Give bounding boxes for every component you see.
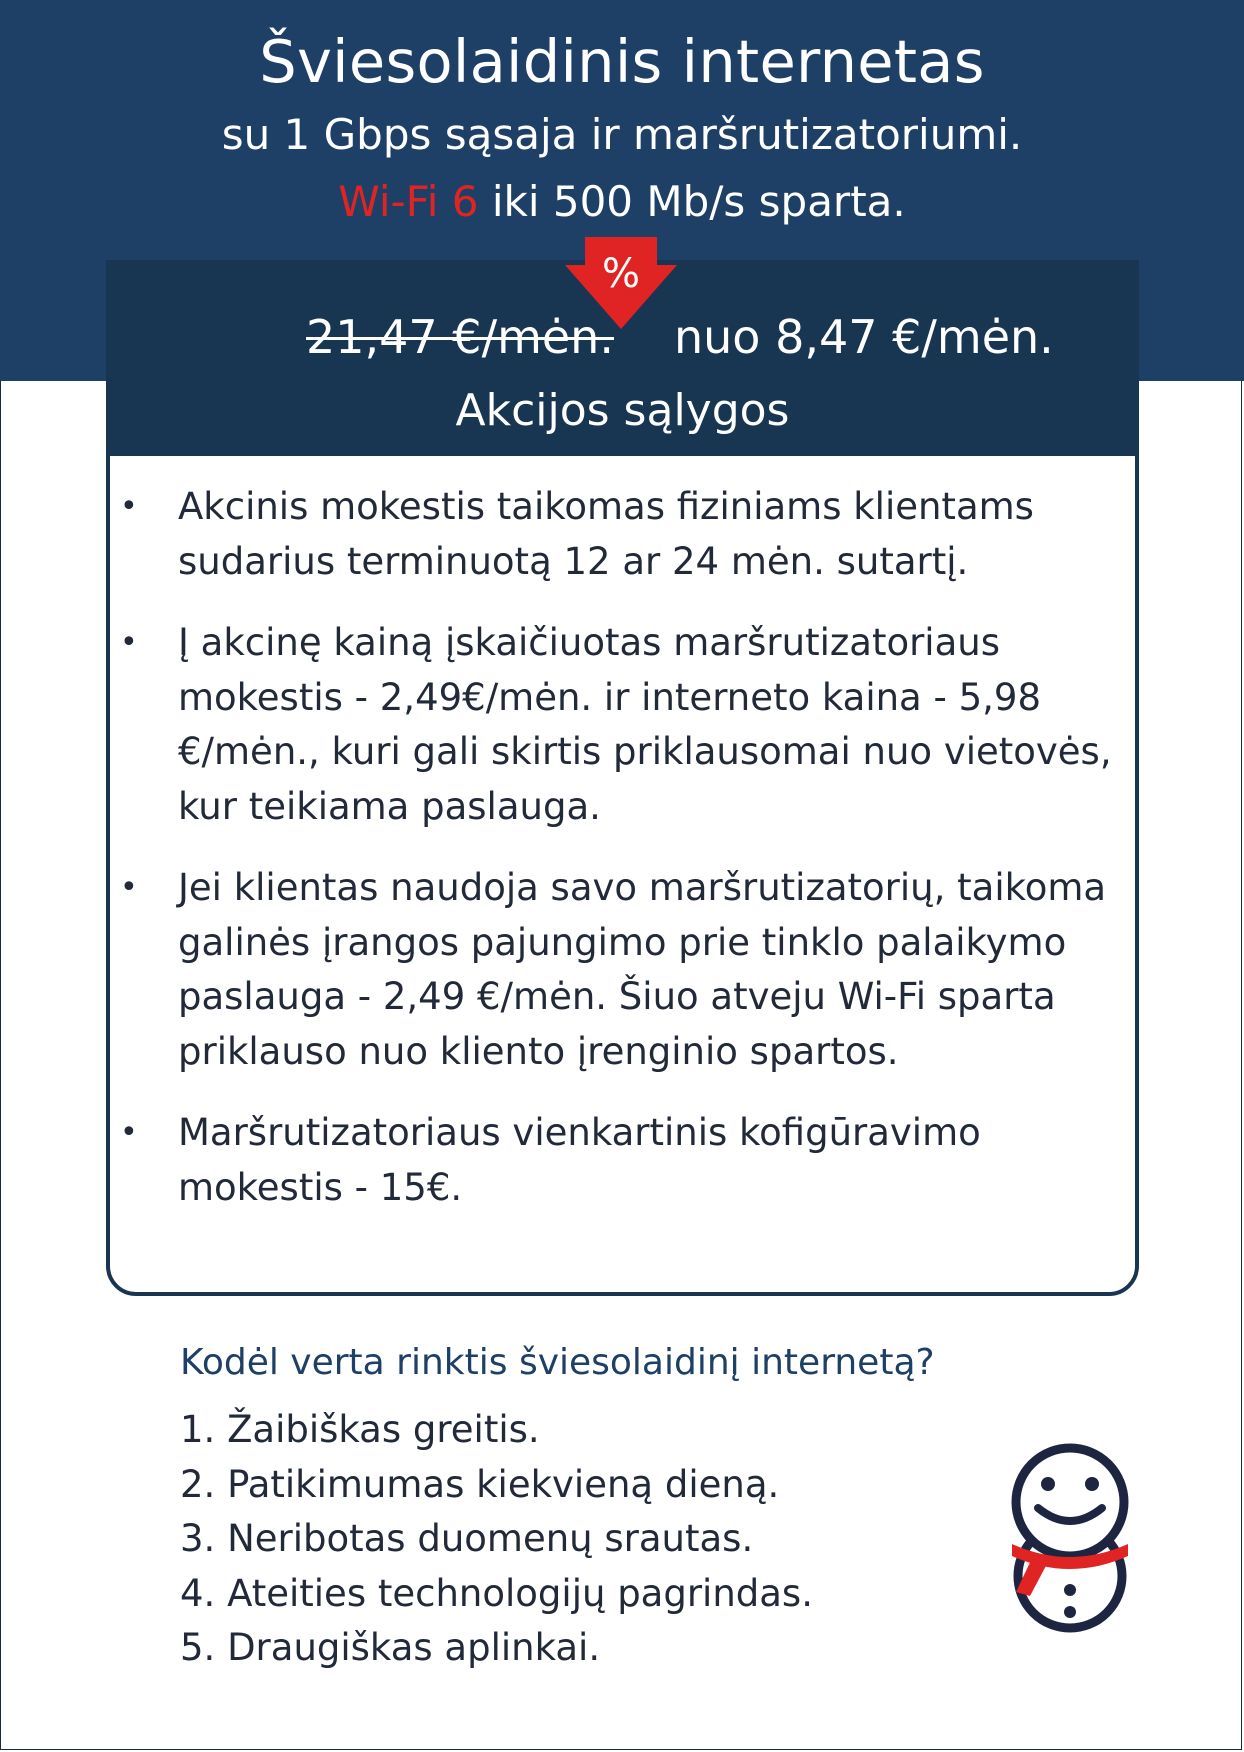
snowman-button-1 <box>1064 1584 1076 1596</box>
snowman-head <box>1016 1448 1124 1556</box>
bullet: • <box>120 625 138 660</box>
snowman-eye-right <box>1085 1477 1099 1491</box>
why-list <box>180 1403 813 1676</box>
list-item <box>118 480 1118 589</box>
list-item: 1. Žaibiškas greitis. <box>180 1408 540 1451</box>
wifi-label: Wi-Fi 6 <box>338 177 479 226</box>
old-price: 21,47 €/mėn. <box>306 310 614 364</box>
new-price: nuo 8,47 €/mėn. <box>674 310 1054 364</box>
bullet: • <box>120 870 138 905</box>
list-item <box>118 861 1118 1079</box>
bullet: • <box>120 489 138 524</box>
list-item <box>118 1106 1118 1215</box>
snowman-button-2 <box>1064 1606 1076 1618</box>
snowman-icon <box>982 1442 1158 1634</box>
bullet: • <box>120 1115 138 1150</box>
page-title: Šviesolaidinis internetas <box>259 27 985 96</box>
list-item <box>118 616 1118 834</box>
terms-item-text: Į akcinę kainą įskaičiuotas maršrutizatoriaus mokestis - 2,49€/mėn. ir interneto kaina - 5,98 €/mėn., kuri gali skirtis priklausomai nuo vietovės, kur teikiama paslauga. <box>178 621 1112 828</box>
discount-badge-text: % <box>601 251 640 297</box>
terms-heading: Akcijos sąlygos <box>455 385 790 436</box>
subtitle-line-1: su 1 Gbps sąsaja ir maršrutizatoriumi. <box>221 110 1023 159</box>
list-item: 5. Draugiškas aplinkai. <box>180 1626 601 1669</box>
terms-item-text: Akcinis mokestis taikomas fiziniams klientams sudarius terminuotą 12 ar 24 mėn. sutartį. <box>178 485 1034 583</box>
terms-item-text: Maršrutizatoriaus vienkartinis kofigūravimo mokestis - 15€. <box>178 1111 981 1209</box>
subtitle-line-2-rest: iki 500 Mb/s sparta. <box>478 177 906 226</box>
list-item: 2. Patikimumas kiekvieną dieną. <box>180 1462 780 1506</box>
subtitle-line-2 <box>0 172 1244 232</box>
terms-list <box>118 480 1118 1242</box>
list-item: 4. Ateities technologijų pagrindas. <box>180 1571 813 1615</box>
list-item: 3. Neribotas duomenų srautas. <box>180 1517 754 1560</box>
why-heading: Kodėl verta rinktis šviesolaidinį internetą? <box>180 1342 935 1383</box>
snowman-eye-left <box>1041 1477 1055 1491</box>
terms-item-text: Jei klientas naudoja savo maršrutizatorių, taikoma galinės įrangos pajungimo prie tinklo palaikymo paslauga - 2,49 €/mėn. Šiuo atveju Wi-Fi sparta priklauso nuo kliento įrenginio spartos. <box>178 866 1107 1073</box>
